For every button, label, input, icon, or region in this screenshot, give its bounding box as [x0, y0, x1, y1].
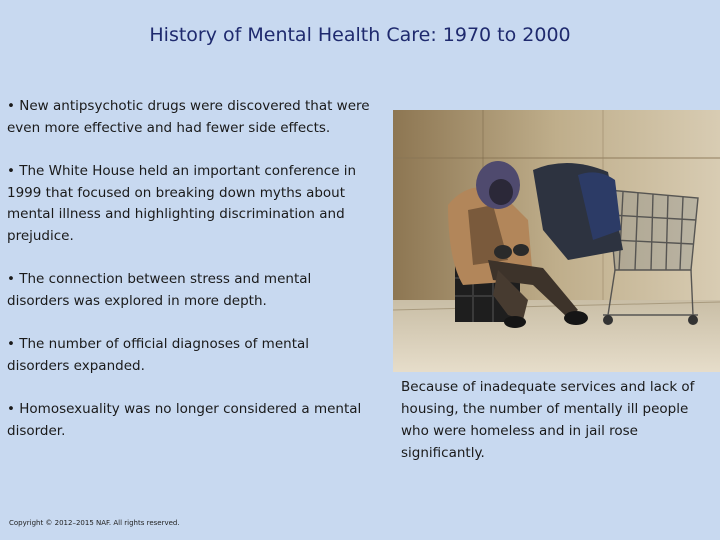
bullet-item: • Homosexuality was no longer considered a mental disorder. [7, 401, 362, 439]
bullet-item: • The connection between stress and mental disorders was explored in more depth. [7, 271, 312, 309]
bullet-item: • The number of official diagnoses of mental disorders expanded. [7, 336, 310, 374]
slide-title: History of Mental Health Care: 1970 to 2000 [149, 24, 571, 46]
photo-caption: Because of inadequate services and lack of housing, the number of mentally ill people who were homeless and in jail rose significantly. [401, 379, 695, 461]
copyright-notice: Copyright © 2012–2015 NAF. All rights reserved. [9, 519, 180, 527]
bullet-list [7, 96, 375, 442]
homeless-person-photo [393, 110, 720, 372]
bullet-item: • The White House held an important conference in 1999 that focused on breaking down myths about mental illness and highlighting discrimination and prejudice. [7, 163, 357, 244]
bullet-item: • New antipsychotic drugs were discovered that were even more effective and had fewer side effects. [7, 98, 370, 136]
